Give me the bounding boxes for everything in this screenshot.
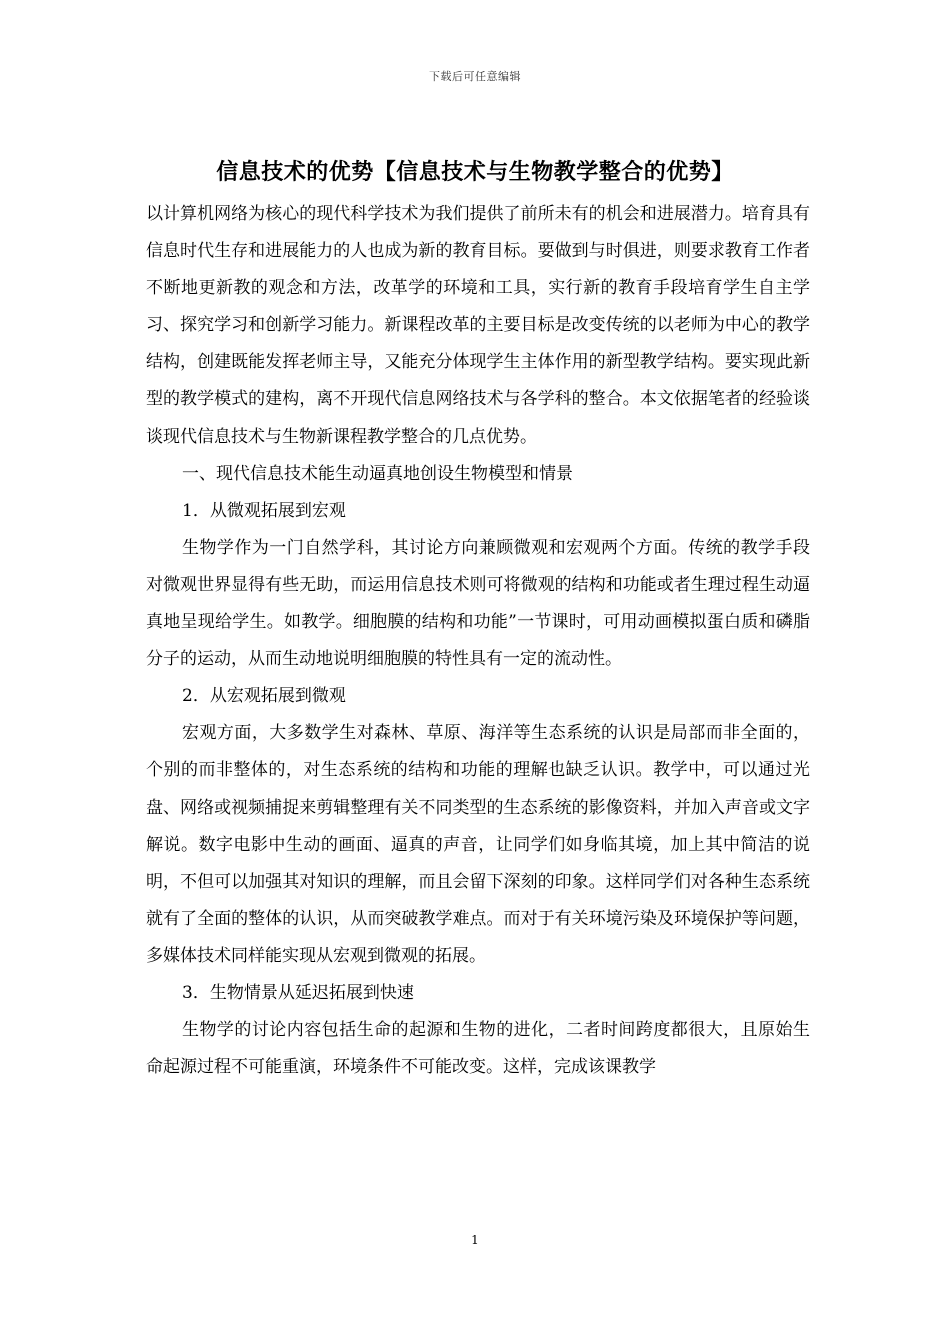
intro-paragraph: 以计算机网络为核心的现代科学技术为我们提供了前所未有的机会和进展潜力。培育具有信息时代生存和进展能力的人也成为新的教育目标。要做到与时俱进，则要求教育工作者不断地更新教的观念和方法，改革学的环境和工具，实行新的教育手段培育学生自主学习、探究学习和创新学习能力。新课程改革的主要目标是改变传统的以老师为中心的教学结构，创建既能发挥老师主导，又能充分体现学生主体作用的新型教学结构。要实现此新型的教学模式的建构，离不开现代信息网络技术与各学科的整合。本文依据笔者的经验谈谈现代信息技术与生物新课程教学整合的几点优势。 xyxy=(146,204,810,447)
subheading-1: 1．从微观拓展到宏观 xyxy=(182,500,346,521)
document-title: 信息技术的优势【信息技术与生物教学整合的优势】 xyxy=(216,160,734,185)
subheading-3: 3．生物情景从延迟拓展到快速 xyxy=(182,982,414,1003)
paragraph-micro-to-macro: 生物学作为一门自然学科，其讨论方向兼顾微观和宏观两个方面。传统的教学手段对微观世界显得有些无助，而运用信息技术则可将微观的结构和功能或者生理过程生动逼真地呈现给学生。如教学。细胞膜的结构和功能”一节课时，可用动画模拟蛋白质和磷脂分子的运动，从而生动地说明细胞膜的特性具有一定的流动性。 xyxy=(146,537,810,670)
subheading-2: 2．从宏观拓展到微观 xyxy=(182,686,346,707)
paragraph-delay-to-fast: 生物学的讨论内容包括生命的起源和生物的进化，二者时间跨度都很大，且原始生命起源过程不可能重演，环境条件不可能改变。这样，完成该课教学 xyxy=(146,1020,810,1078)
document-body xyxy=(146,196,810,1086)
section-heading-1: 一、现代信息技术能生动逼真地创设生物模型和情景 xyxy=(182,463,573,484)
page-number: 1 xyxy=(471,1233,479,1247)
paragraph-macro-to-micro: 宏观方面，大多数学生对森林、草原、海洋等生态系统的认识是局部而非全面的，个别的而非整体的，对生态系统的结构和功能的理解也缺乏认识。教学中，可以通过光盘、网络或视频捕捉来剪辑整理有关不同类型的生态系统的影像资料，并加入声音或文字解说。数字电影中生动的画面、逼真的声音，让同学们如身临其境，加上其中简洁的说明，不但可以加强其对知识的理解，而且会留下深刻的印象。这样同学们对各种生态系统就有了全面的整体的认识，从而突破教学难点。而对于有关环境污染及环境保护等问题，多媒体技术同样能实现从宏观到微观的拓展。 xyxy=(146,723,810,966)
header-note: 下载后可任意编辑 xyxy=(429,70,521,83)
